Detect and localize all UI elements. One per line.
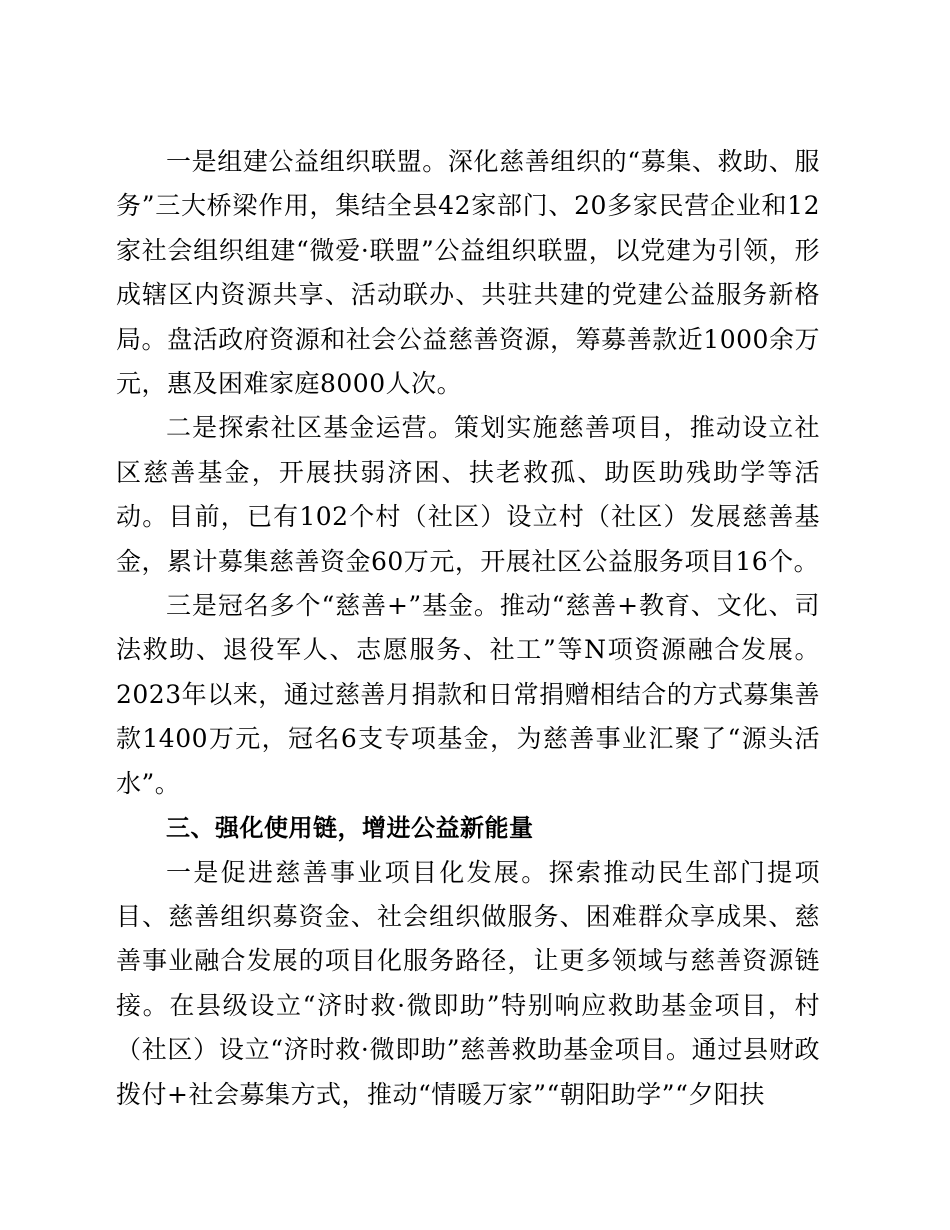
document-body	[116, 140, 820, 1117]
paragraph-project-development: 一是促进慈善事业项目化发展。探索推动民生部门提项目、慈善组织募资金、社会组织做服务、困难群众享成果、慈善事业融合发展的项目化服务路径，让更多领域与慈善资源链接。在县级设立“济时救·微即助”特别响应救助基金项目，村（社区）设立“济时救·微即助”慈善救助基金项目。通过县财政拨付+社会募集方式，推动“情暖万家”“朝阳助学”“夕阳扶	[116, 857, 820, 1109]
section-heading: 三、强化使用链，增进公益新能量	[166, 814, 534, 843]
paragraph-alliance: 一是组建公益组织联盟。深化慈善组织的“募集、救助、服务”三大桥梁作用，集结全县42家部门、20多家民营企业和12家社会组织组建“微爱·联盟”公益组织联盟，以党建为引领，形成辖区内资源共享、活动联办、共驻共建的党建公益服务新格局。盘活政府资源和社会公益慈善资源，筹募善款近1000余万元，惠及困难家庭8000人次。	[116, 147, 820, 399]
paragraph-named-funds: 三是冠名多个“慈善+”基金。推动“慈善+教育、文化、司法救助、退役军人、志愿服务、社工”等N项资源融合发展。2023年以来，通过慈善月捐款和日常捐赠相结合的方式募集善款1400万元，冠名6支专项基金，为慈善事业汇聚了“源头活水”。	[116, 591, 820, 798]
paragraph-community-fund: 二是探索社区基金运营。策划实施慈善项目，推动设立社区慈善基金，开展扶弱济困、扶老救孤、助医助残助学等活动。目前，已有102个村（社区）设立村（社区）发展慈善基金，累计募集慈善资金60万元，开展社区公益服务项目16个。	[116, 413, 820, 576]
